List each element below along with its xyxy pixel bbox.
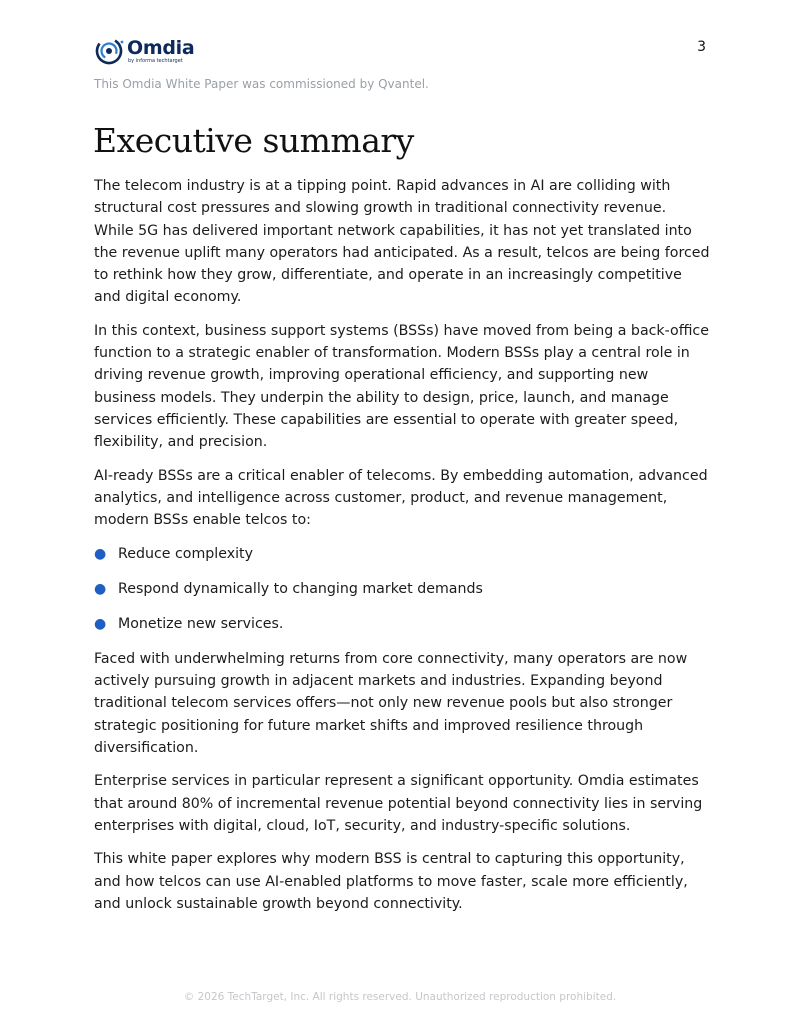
section-body xyxy=(94,175,710,926)
body-paragraph: AI-ready BSSs are a critical enabler of telecoms. By embedding automation, advanced analytics, and intelligence across customer, product, and revenue management, modern BSSs enable telcos to: xyxy=(94,467,708,529)
body-paragraph: The telecom industry is at a tipping point. Rapid advances in AI are colliding with structural cost pressures and slowing growth in traditional connectivity revenue. While 5G has delivered important network capabilities, it has not yet translated into the revenue uplift many operators had anticipated. As a result, telcos are being forced to rethink how they grow, differentiate, and operate in an increasingly competitive and digital economy. xyxy=(94,178,710,306)
body-paragraph: In this context, business support systems (BSSs) have moved from being a back-office function to a strategic enabler of transformation. Modern BSSs play a central role in driving revenue growth, improving operational efficiency, and supporting new business models. They underpin the ability to design, price, launch, and manage services efficiently. These capabilities are essential to operate with greater speed, flexibility, and precision. xyxy=(94,322,709,451)
body-paragraph: This white paper explores why modern BSS is central to capturing this opportunity, and how telcos can use AI-enabled platforms to move faster, scale more efficiently, and unlock sustainable growth beyond connectivity. xyxy=(94,851,688,912)
section-title: Executive summary xyxy=(93,121,414,160)
bullet-list xyxy=(94,543,710,635)
logo-wordmark: Omdia xyxy=(127,37,195,59)
bullet-item xyxy=(94,613,710,635)
omdia-logo xyxy=(95,36,195,66)
copyright-footer: © 2026 TechTarget, Inc. All rights reserved. Unauthorized reproduction prohibited. xyxy=(183,991,617,1003)
bullet-dot-icon: ● xyxy=(94,581,107,598)
page-number: 3 xyxy=(697,39,706,55)
bullet-item xyxy=(94,543,710,565)
bullet-text: Respond dynamically to changing market demands xyxy=(118,581,483,598)
body-paragraph: Enterprise services in particular represent a significant opportunity. Omdia estimates that around 80% of incremental revenue potential beyond connectivity lies in serving enterprises with digital, cloud, IoT, security, and industry-specific solutions. xyxy=(94,773,703,834)
bullet-text: Reduce complexity xyxy=(118,546,254,563)
bullet-dot-icon: ● xyxy=(94,546,107,563)
commission-note: This Omdia White Paper was commissioned by Qvantel. xyxy=(94,77,429,91)
bullet-text: Monetize new services. xyxy=(118,616,284,633)
bullet-item xyxy=(94,578,710,600)
bullet-dot-icon: ● xyxy=(94,616,107,633)
body-paragraph: Faced with underwhelming returns from core connectivity, many operators are now actively pursuing growth in adjacent markets and industries. Expanding beyond traditional telecom services offers—not only new revenue pools but also stronger strategic positioning for future market shifts and improved resilience through diversification. xyxy=(94,650,688,757)
omdia-ring-logo-icon xyxy=(95,36,125,66)
logo-subtext: by informa techtarget xyxy=(128,58,183,64)
